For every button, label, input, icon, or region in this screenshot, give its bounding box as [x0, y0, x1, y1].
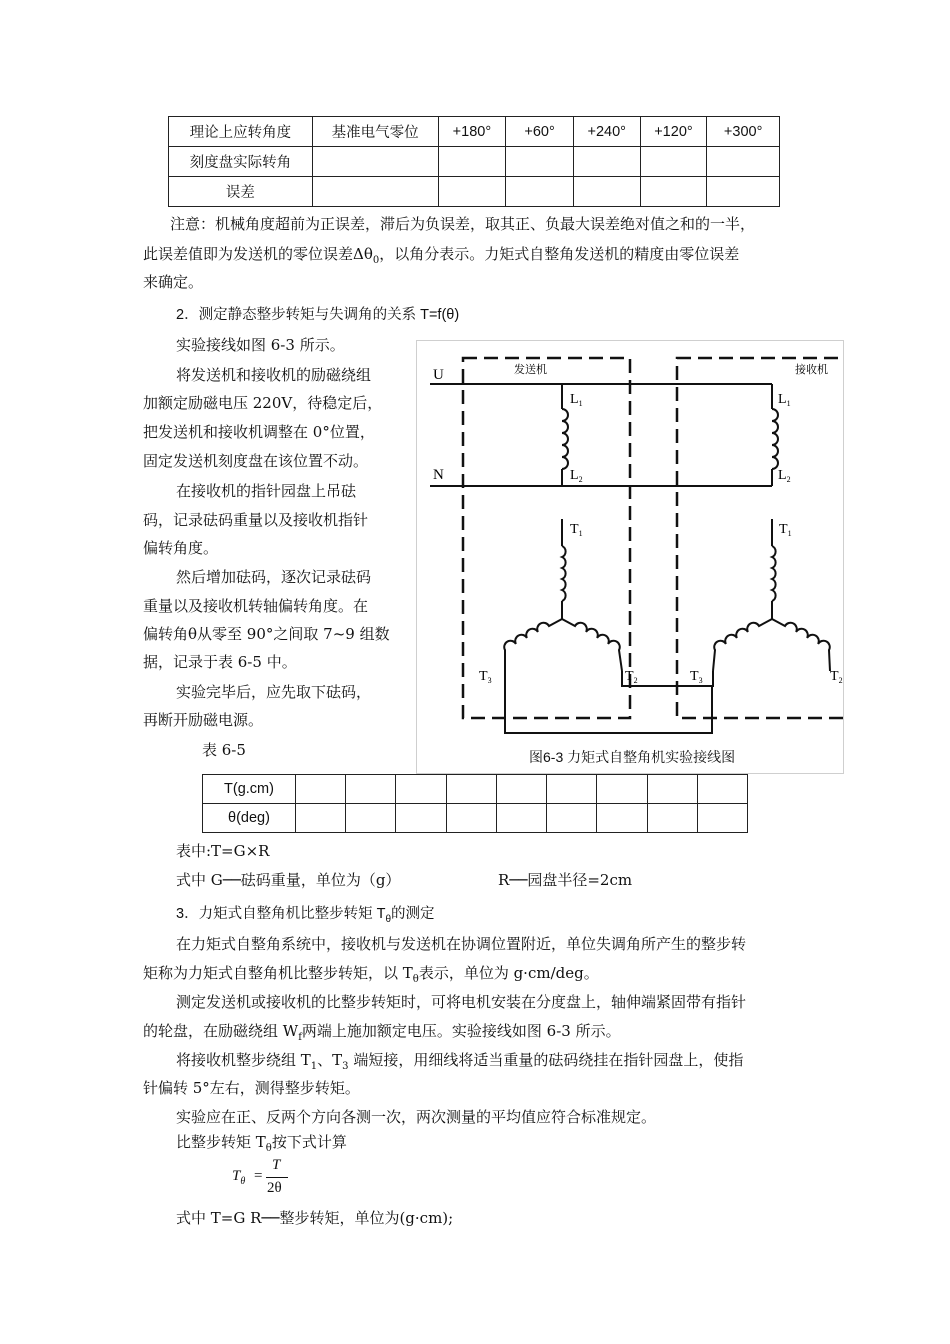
connecting-wires — [505, 671, 713, 733]
text: 表示，单位为 g·cm/deg。 — [418, 964, 599, 982]
note-line-1: 注意：机械角度超前为正误差，滞后为负误差，取其正、负最大误差绝对值之和的一半， — [170, 215, 756, 233]
figure-caption: 图6-3 力矩式自整角机实验接线图 — [529, 749, 736, 765]
formula-equals: = — [254, 1168, 263, 1184]
sub: 3 — [342, 1061, 349, 1072]
variable-def-g: 式中 G──砝码重量，单位为（g） — [176, 871, 401, 889]
table-cell — [446, 775, 496, 804]
text: 的轮盘，在励磁绕组 W — [143, 1022, 299, 1040]
body-line: 针偏转 5°左右，测得整步转矩。 — [143, 1079, 360, 1097]
fraction-bar — [266, 1177, 288, 1178]
t3-receiver-label: $T_3$ — [690, 669, 703, 685]
body-line: 实验完毕后，应先取下砝码， — [176, 683, 372, 701]
section-3-heading — [176, 900, 435, 934]
sub: 1 — [310, 1061, 318, 1072]
table-cell: +300° — [707, 117, 780, 147]
body-line: 重量以及接收机转轴偏转角度。在 — [143, 597, 369, 615]
l1-receiver-label: $L_1$ — [778, 392, 791, 408]
table-cell: 理论上应转角度 — [169, 117, 313, 147]
table-cell — [597, 775, 647, 804]
body-line: 然后增加砝码，逐次记录砝码 — [176, 568, 372, 586]
formula-denominator: 2θ — [267, 1180, 282, 1196]
sender-excitation-coil — [562, 384, 568, 486]
body-line: 在力矩式自整角系统中，接收机与发送机在协调位置附近，单位失调角所产生的整步转 — [176, 935, 747, 953]
table-cell — [296, 775, 346, 804]
n-label: N — [433, 467, 444, 483]
t2-label: $T_2$ — [625, 669, 638, 685]
t3-label: $T_3$ — [479, 669, 492, 685]
note-line-2 — [143, 240, 739, 275]
table-cell — [446, 804, 496, 833]
table-cell — [697, 804, 747, 833]
heading-sub: θ — [385, 913, 392, 925]
table-cell — [707, 177, 780, 207]
section-2-heading: 2．测定静态整步转矩与失调角的关系 T=f(θ) — [176, 307, 460, 323]
table-cell: 基准电气零位 — [312, 117, 438, 147]
formula-note: 表中:T=G×R — [176, 842, 270, 860]
table-cell — [346, 775, 396, 804]
body-line: 码，记录砝码重量以及接收机指针 — [143, 511, 369, 529]
wiring-diagram — [417, 341, 843, 773]
heading-text: 的测定 — [391, 906, 435, 922]
table-cell — [697, 775, 747, 804]
t1-receiver-label: $T_1$ — [779, 522, 792, 538]
body-line: 将发送机和接收机的励磁绕组 — [176, 366, 372, 384]
table-cell — [573, 147, 640, 177]
table-cell — [547, 804, 597, 833]
table-cell — [496, 804, 546, 833]
table-cell — [647, 775, 697, 804]
text: 两端上施加额定电压。实验接线如图 6-3 所示。 — [301, 1022, 621, 1040]
u-label: U — [433, 367, 444, 383]
wiring-diagram-figure — [416, 340, 844, 774]
table-cell — [547, 775, 597, 804]
body-line: 测定发送机或接收机的比整步转矩时，可将电机安装在分度盘上，轴伸端紧固带有指针 — [176, 993, 747, 1011]
body-line: 固定发送机刻度盘在该位置不动。 — [143, 452, 369, 470]
table-cell — [296, 804, 346, 833]
table-cell — [597, 804, 647, 833]
table-cell — [312, 177, 438, 207]
l2-receiver-label: $L_2$ — [778, 468, 791, 484]
t1-label: $T_1$ — [570, 522, 583, 538]
note-sub: 0 — [372, 255, 380, 266]
table-cell — [647, 804, 697, 833]
table-cell — [506, 177, 574, 207]
text: 比整步转矩 T — [176, 1133, 266, 1151]
text: 端短接，用细线将适当重量的砝码绕挂在指针园盘上，使指 — [348, 1051, 744, 1069]
receiver-star-winding — [713, 519, 830, 671]
body-line: 把发送机和接收机调整在 0°位置， — [143, 423, 375, 441]
table-row-label: θ(deg) — [203, 804, 296, 833]
table-cell — [496, 775, 546, 804]
l2-label: $L_2$ — [570, 468, 583, 484]
table-row-label: T(g.cm) — [203, 775, 296, 804]
note-text: ，以角分表示。力矩式自整角发送机的精度由零位误差 — [379, 245, 740, 263]
sub: θ — [412, 974, 419, 985]
table-cell: 刻度盘实际转角 — [169, 147, 313, 177]
table-cell — [573, 177, 640, 207]
receiver-box — [677, 358, 843, 718]
note-text: 此误差值即为发送机的零位误差Δθ — [143, 245, 373, 263]
body-line: 偏转角度。 — [143, 539, 219, 557]
sender-label: 发送机 — [514, 364, 547, 376]
table-cell: 误差 — [169, 177, 313, 207]
receiver-label: 接收机 — [795, 364, 828, 376]
text: 按下式计算 — [271, 1133, 347, 1151]
formula-numerator: T — [272, 1157, 281, 1173]
table-cell — [396, 775, 446, 804]
body-line — [176, 1128, 347, 1163]
body-line: 在接收机的指针园盘上吊砝 — [176, 482, 357, 500]
body-line: 实验应在正、反两个方向各测一次，两次测量的平均值应符合标准规定。 — [176, 1108, 657, 1126]
body-line: 加额定励磁电压 220V，待稳定后， — [143, 394, 383, 412]
body-line: 实验接线如图 6-3 所示。 — [176, 336, 345, 354]
table-cell: +180° — [438, 117, 506, 147]
body-line: 再断开励磁电源。 — [143, 711, 264, 729]
text: 、T — [317, 1051, 343, 1069]
body-line: 据，记录于表 6-5 中。 — [143, 653, 297, 671]
variable-def-r: R──园盘半径=2cm — [498, 871, 633, 889]
table-cell: +120° — [640, 117, 707, 147]
table-cell — [707, 147, 780, 177]
sender-box — [463, 358, 630, 718]
table-cell — [346, 804, 396, 833]
table-cell: +240° — [573, 117, 640, 147]
table-cell — [438, 177, 506, 207]
body-line: 偏转角θ从零至 90°之间取 7~9 组数 — [143, 625, 390, 643]
text: 矩称为力矩式自整角机比整步转矩，以 T — [143, 964, 413, 982]
sub: θ — [265, 1143, 272, 1154]
sender-star-winding — [504, 519, 622, 671]
l1-label: $L_1$ — [570, 392, 583, 408]
angle-error-table — [168, 116, 780, 207]
table-cell — [506, 147, 574, 177]
note-line-3: 来确定。 — [143, 273, 204, 291]
table-cell — [640, 147, 707, 177]
body-line: 式中 T=G R──整步转矩，单位为(g·cm); — [176, 1209, 454, 1227]
torque-angle-table — [202, 774, 748, 833]
table-cell — [312, 147, 438, 177]
heading-text: 3．力矩式自整角机比整步转矩 T — [176, 906, 386, 922]
table-cell — [396, 804, 446, 833]
table-caption: 表 6-5 — [202, 741, 246, 759]
t2-receiver-label: $T_2$ — [830, 669, 843, 685]
sub: f — [298, 1032, 302, 1043]
text: 将接收机整步绕组 T — [176, 1051, 311, 1069]
table-cell — [640, 177, 707, 207]
table-cell: +60° — [506, 117, 574, 147]
formula-lhs: $T_\theta$ — [232, 1168, 246, 1187]
table-cell — [438, 147, 506, 177]
